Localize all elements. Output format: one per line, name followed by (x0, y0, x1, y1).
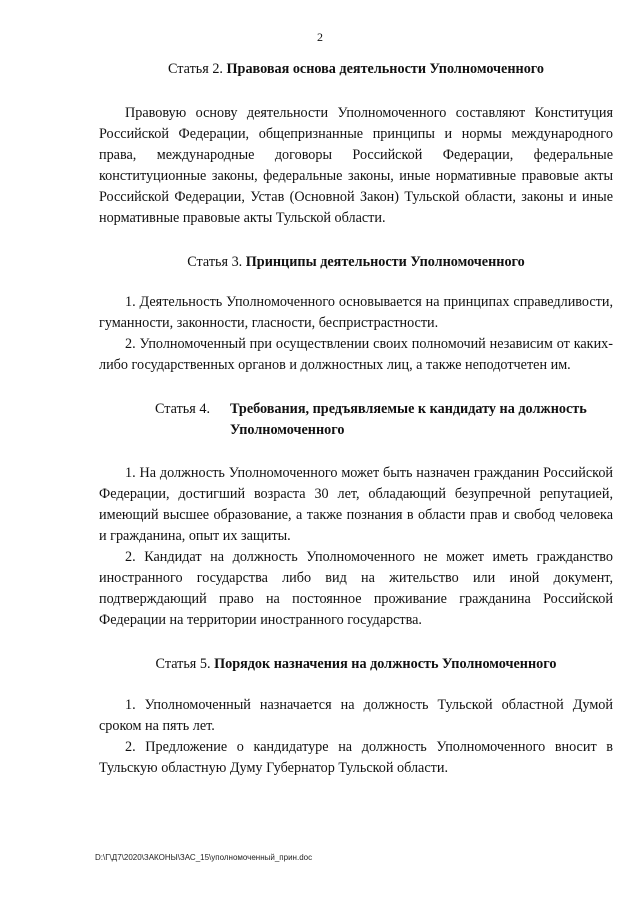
paragraph: 1. На должность Уполномоченного может быть назначен гражданин Российской Федерации, достигший возраста 30 лет, обладающий безупречной репутацией, имеющий высшее образование, а также познания в области прав и свобод человека и гражданина, опыт их защиты. (99, 465, 613, 544)
document-body (99, 59, 613, 779)
page-number: 2 (317, 30, 323, 44)
article-heading (99, 59, 613, 80)
article-title: Порядок назначения на должность Уполномоченного (214, 656, 557, 672)
article-label: Статья 3. (187, 254, 243, 270)
article-heading (99, 399, 613, 441)
article-label: Статья 4. (155, 401, 210, 417)
article-5 (99, 654, 613, 779)
paragraph: 2. Кандидат на должность Уполномоченного не может иметь гражданство иностранного государства либо вид на жительство или иной документ, подтверждающий право на постоянное проживание гражданина Российской Федерации на территории иностранного государства. (99, 549, 613, 628)
article-heading (99, 654, 613, 675)
article-2 (99, 59, 613, 229)
file-path-footer: D:\Г\Д7\2020\ЗАКОНЫ\ЗАС_15\уполномоченный_прин.doc (95, 853, 313, 862)
paragraph: 1. Деятельность Уполномоченного основывается на принципах справедливости, гуманности, законности, гласности, беспристрастности. (99, 294, 613, 331)
paragraph: 2. Предложение о кандидатуре на должность Уполномоченного вносит в Тульскую областную Думу Губернатор Тульской области. (99, 739, 613, 776)
article-title: Принципы деятельности Уполномоченного (245, 254, 525, 270)
paragraph: 2. Уполномоченный при осуществлении своих полномочий независим от каких-либо государственных органов и должностных лиц, а также неподотчетен им. (99, 336, 613, 373)
article-heading (99, 252, 613, 273)
article-title: Требования, предъявляемые к кандидату на должность Уполномоченного (230, 401, 587, 438)
article-title: Правовая основа деятельности Уполномоченного (226, 61, 544, 77)
article-label: Статья 2. (168, 61, 223, 77)
paragraph: Правовую основу деятельности Уполномоченного составляют Конституция Российской Федерации, общепризнанные принципы и нормы международного права, международные договоры Российской Федерации, федеральные конституционные законы, федеральные законы, иные нормативные правовые акты Российской Федерации, Устав (Основной Закон) Тульской области, законы и иные нормативные правовые акты Тульской области. (99, 105, 613, 226)
article-label: Статья 5. (155, 656, 211, 672)
article-3 (99, 252, 613, 376)
article-4 (99, 399, 613, 631)
paragraph: 1. Уполномоченный назначается на должность Тульской областной Думой сроком на пять лет. (99, 697, 613, 734)
